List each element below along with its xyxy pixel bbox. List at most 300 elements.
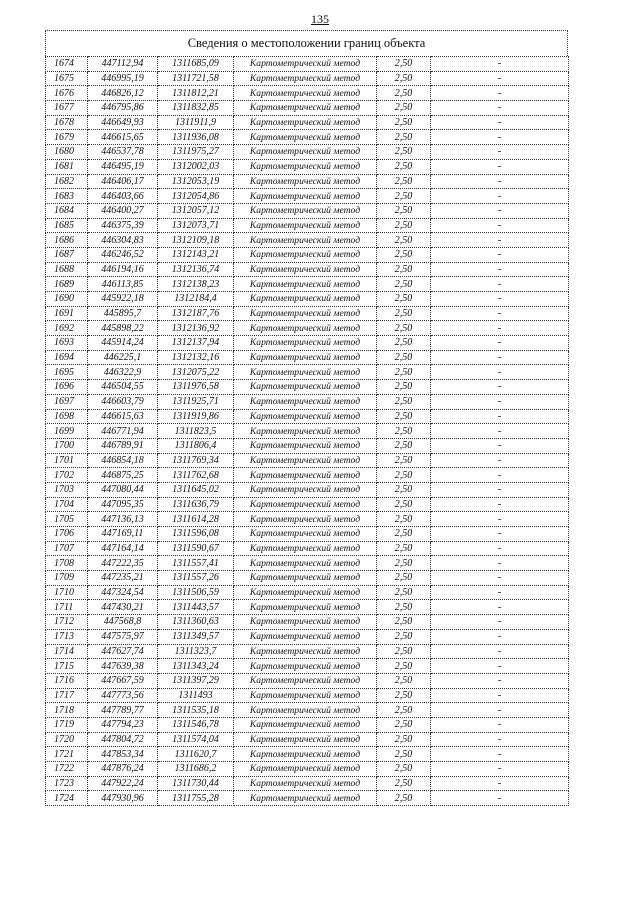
method-cell: Картометрический метод	[234, 350, 377, 365]
point-number-cell: 1679	[46, 130, 88, 145]
table-row	[46, 247, 569, 262]
y-coordinate-cell: 1311636,79	[158, 497, 234, 512]
method-cell: Картометрический метод	[234, 262, 377, 277]
description-cell: -	[431, 306, 569, 321]
y-coordinate-cell: 1311755,28	[158, 791, 234, 806]
table-row	[46, 145, 569, 160]
description-cell: -	[431, 791, 569, 806]
precision-cell: 2,50	[377, 791, 431, 806]
precision-cell: 2,50	[377, 571, 431, 586]
y-coordinate-cell: 1311323,7	[158, 644, 234, 659]
y-coordinate-cell: 1311812,21	[158, 86, 234, 101]
method-cell: Картометрический метод	[234, 482, 377, 497]
method-cell: Картометрический метод	[234, 86, 377, 101]
y-coordinate-cell: 1312057,12	[158, 203, 234, 218]
y-coordinate-cell: 1311557,41	[158, 556, 234, 571]
point-number-cell: 1717	[46, 688, 88, 703]
precision-cell: 2,50	[377, 438, 431, 453]
description-cell: -	[431, 57, 569, 72]
description-cell: -	[431, 703, 569, 718]
precision-cell: 2,50	[377, 174, 431, 189]
y-coordinate-cell: 1311596,08	[158, 527, 234, 542]
y-coordinate-cell: 1311506,59	[158, 585, 234, 600]
precision-cell: 2,50	[377, 482, 431, 497]
method-cell: Картометрический метод	[234, 732, 377, 747]
point-number-cell: 1682	[46, 174, 88, 189]
description-cell: -	[431, 468, 569, 483]
method-cell: Картометрический метод	[234, 673, 377, 688]
x-coordinate-cell: 447773,56	[88, 688, 158, 703]
precision-cell: 2,50	[377, 262, 431, 277]
description-cell: -	[431, 71, 569, 86]
point-number-cell: 1722	[46, 762, 88, 777]
point-number-cell: 1704	[46, 497, 88, 512]
x-coordinate-cell: 446375,39	[88, 218, 158, 233]
table-row	[46, 394, 569, 409]
y-coordinate-cell: 1311546,78	[158, 717, 234, 732]
y-coordinate-cell: 1312136,74	[158, 262, 234, 277]
x-coordinate-cell: 447324,54	[88, 585, 158, 600]
point-number-cell: 1713	[46, 629, 88, 644]
y-coordinate-cell: 1311397,29	[158, 673, 234, 688]
point-number-cell: 1724	[46, 791, 88, 806]
description-cell: -	[431, 453, 569, 468]
y-coordinate-cell: 1311557,26	[158, 571, 234, 586]
description-cell: -	[431, 747, 569, 762]
x-coordinate-cell: 446403,66	[88, 189, 158, 204]
point-number-cell: 1702	[46, 468, 88, 483]
point-number-cell: 1688	[46, 262, 88, 277]
table-row	[46, 277, 569, 292]
x-coordinate-cell: 447568,8	[88, 615, 158, 630]
x-coordinate-cell: 447112,94	[88, 57, 158, 72]
description-cell: -	[431, 585, 569, 600]
description-cell: -	[431, 556, 569, 571]
precision-cell: 2,50	[377, 159, 431, 174]
x-coordinate-cell: 447575,97	[88, 629, 158, 644]
y-coordinate-cell: 1311343,24	[158, 659, 234, 674]
precision-cell: 2,50	[377, 600, 431, 615]
method-cell: Картометрический метод	[234, 424, 377, 439]
precision-cell: 2,50	[377, 203, 431, 218]
x-coordinate-cell: 447667,59	[88, 673, 158, 688]
y-coordinate-cell: 1311925,71	[158, 394, 234, 409]
point-number-cell: 1676	[46, 86, 88, 101]
point-number-cell: 1677	[46, 101, 88, 116]
precision-cell: 2,50	[377, 527, 431, 542]
description-cell: -	[431, 321, 569, 336]
method-cell: Картометрический метод	[234, 233, 377, 248]
method-cell: Картометрический метод	[234, 571, 377, 586]
method-cell: Картометрический метод	[234, 218, 377, 233]
x-coordinate-cell: 447853,34	[88, 747, 158, 762]
y-coordinate-cell: 1311975,27	[158, 145, 234, 160]
method-cell: Картометрический метод	[234, 556, 377, 571]
description-cell: -	[431, 717, 569, 732]
table-row	[46, 615, 569, 630]
table-row	[46, 380, 569, 395]
table-row	[46, 438, 569, 453]
table-row	[46, 233, 569, 248]
point-number-cell: 1681	[46, 159, 88, 174]
x-coordinate-cell: 446225,1	[88, 350, 158, 365]
description-cell: -	[431, 541, 569, 556]
method-cell: Картометрический метод	[234, 336, 377, 351]
description-cell: -	[431, 659, 569, 674]
y-coordinate-cell: 1312137,94	[158, 336, 234, 351]
table-row	[46, 732, 569, 747]
description-cell: -	[431, 409, 569, 424]
x-coordinate-cell: 446113,85	[88, 277, 158, 292]
method-cell: Картометрический метод	[234, 512, 377, 527]
x-coordinate-cell: 446400,27	[88, 203, 158, 218]
description-cell: -	[431, 365, 569, 380]
y-coordinate-cell: 1311806,4	[158, 438, 234, 453]
point-number-cell: 1718	[46, 703, 88, 718]
table-row	[46, 629, 569, 644]
precision-cell: 2,50	[377, 233, 431, 248]
method-cell: Картометрический метод	[234, 747, 377, 762]
precision-cell: 2,50	[377, 673, 431, 688]
description-cell: -	[431, 424, 569, 439]
x-coordinate-cell: 446537,78	[88, 145, 158, 160]
point-number-cell: 1698	[46, 409, 88, 424]
x-coordinate-cell: 446771,94	[88, 424, 158, 439]
method-cell: Картометрический метод	[234, 71, 377, 86]
x-coordinate-cell: 445922,18	[88, 292, 158, 307]
table-row	[46, 791, 569, 806]
description-cell: -	[431, 380, 569, 395]
x-coordinate-cell: 447169,11	[88, 527, 158, 542]
precision-cell: 2,50	[377, 776, 431, 791]
method-cell: Картометрический метод	[234, 468, 377, 483]
point-number-cell: 1696	[46, 380, 88, 395]
method-cell: Картометрический метод	[234, 203, 377, 218]
x-coordinate-cell: 447922,24	[88, 776, 158, 791]
point-number-cell: 1697	[46, 394, 88, 409]
method-cell: Картометрический метод	[234, 159, 377, 174]
precision-cell: 2,50	[377, 394, 431, 409]
description-cell: -	[431, 189, 569, 204]
description-cell: -	[431, 438, 569, 453]
description-cell: -	[431, 732, 569, 747]
table-row	[46, 321, 569, 336]
point-number-cell: 1706	[46, 527, 88, 542]
point-number-cell: 1690	[46, 292, 88, 307]
method-cell: Картометрический метод	[234, 292, 377, 307]
method-cell: Картометрический метод	[234, 365, 377, 380]
precision-cell: 2,50	[377, 556, 431, 571]
table-row	[46, 292, 569, 307]
method-cell: Картометрический метод	[234, 453, 377, 468]
table-row	[46, 659, 569, 674]
method-cell: Картометрический метод	[234, 762, 377, 777]
table-row	[46, 482, 569, 497]
table-row	[46, 262, 569, 277]
table-row	[46, 453, 569, 468]
y-coordinate-cell: 1312138,23	[158, 277, 234, 292]
table-row	[46, 673, 569, 688]
x-coordinate-cell: 447430,21	[88, 600, 158, 615]
precision-cell: 2,50	[377, 115, 431, 130]
y-coordinate-cell: 1312143,21	[158, 247, 234, 262]
table-row	[46, 717, 569, 732]
method-cell: Картометрический метод	[234, 321, 377, 336]
description-cell: -	[431, 629, 569, 644]
point-number-cell: 1707	[46, 541, 88, 556]
y-coordinate-cell: 1311590,67	[158, 541, 234, 556]
y-coordinate-cell: 1312187,76	[158, 306, 234, 321]
table-row	[46, 585, 569, 600]
point-number-cell: 1685	[46, 218, 88, 233]
x-coordinate-cell: 447627,74	[88, 644, 158, 659]
table-row	[46, 115, 569, 130]
x-coordinate-cell: 447222,35	[88, 556, 158, 571]
y-coordinate-cell: 1311349,57	[158, 629, 234, 644]
precision-cell: 2,50	[377, 365, 431, 380]
precision-cell: 2,50	[377, 380, 431, 395]
precision-cell: 2,50	[377, 145, 431, 160]
y-coordinate-cell: 1311645,02	[158, 482, 234, 497]
description-cell: -	[431, 673, 569, 688]
precision-cell: 2,50	[377, 629, 431, 644]
description-cell: -	[431, 527, 569, 542]
description-cell: -	[431, 233, 569, 248]
precision-cell: 2,50	[377, 512, 431, 527]
table-row	[46, 101, 569, 116]
table-title: Сведения о местоположении границ объекта	[45, 30, 568, 56]
x-coordinate-cell: 447794,23	[88, 717, 158, 732]
description-cell: -	[431, 292, 569, 307]
method-cell: Картометрический метод	[234, 659, 377, 674]
x-coordinate-cell: 445895,7	[88, 306, 158, 321]
point-number-cell: 1691	[46, 306, 88, 321]
y-coordinate-cell: 1312109,18	[158, 233, 234, 248]
method-cell: Картометрический метод	[234, 277, 377, 292]
y-coordinate-cell: 1312136,92	[158, 321, 234, 336]
x-coordinate-cell: 447235,21	[88, 571, 158, 586]
table-row	[46, 409, 569, 424]
table-row	[46, 688, 569, 703]
precision-cell: 2,50	[377, 292, 431, 307]
precision-cell: 2,50	[377, 497, 431, 512]
point-number-cell: 1716	[46, 673, 88, 688]
description-cell: -	[431, 262, 569, 277]
description-cell: -	[431, 762, 569, 777]
method-cell: Картометрический метод	[234, 189, 377, 204]
description-cell: -	[431, 394, 569, 409]
description-cell: -	[431, 159, 569, 174]
x-coordinate-cell: 447080,44	[88, 482, 158, 497]
x-coordinate-cell: 446875,25	[88, 468, 158, 483]
boundary-table-container	[45, 30, 568, 806]
y-coordinate-cell: 1311976,58	[158, 380, 234, 395]
x-coordinate-cell: 446406,17	[88, 174, 158, 189]
table-row	[46, 600, 569, 615]
y-coordinate-cell: 1311685,09	[158, 57, 234, 72]
precision-cell: 2,50	[377, 350, 431, 365]
point-number-cell: 1689	[46, 277, 88, 292]
precision-cell: 2,50	[377, 732, 431, 747]
x-coordinate-cell: 446495,19	[88, 159, 158, 174]
method-cell: Картометрический метод	[234, 57, 377, 72]
x-coordinate-cell: 446304,83	[88, 233, 158, 248]
description-cell: -	[431, 600, 569, 615]
method-cell: Картометрический метод	[234, 600, 377, 615]
y-coordinate-cell: 1311832,85	[158, 101, 234, 116]
x-coordinate-cell: 446995,19	[88, 71, 158, 86]
precision-cell: 2,50	[377, 541, 431, 556]
point-number-cell: 1710	[46, 585, 88, 600]
point-number-cell: 1674	[46, 57, 88, 72]
description-cell: -	[431, 482, 569, 497]
description-cell: -	[431, 218, 569, 233]
point-number-cell: 1699	[46, 424, 88, 439]
precision-cell: 2,50	[377, 644, 431, 659]
precision-cell: 2,50	[377, 453, 431, 468]
y-coordinate-cell: 1311493	[158, 688, 234, 703]
method-cell: Картометрический метод	[234, 247, 377, 262]
description-cell: -	[431, 571, 569, 586]
y-coordinate-cell: 1311535,18	[158, 703, 234, 718]
point-number-cell: 1684	[46, 203, 88, 218]
method-cell: Картометрический метод	[234, 174, 377, 189]
x-coordinate-cell: 447095,35	[88, 497, 158, 512]
x-coordinate-cell: 446795,86	[88, 101, 158, 116]
y-coordinate-cell: 1311911,9	[158, 115, 234, 130]
method-cell: Картометрический метод	[234, 101, 377, 116]
method-cell: Картометрический метод	[234, 438, 377, 453]
y-coordinate-cell: 1311936,08	[158, 130, 234, 145]
x-coordinate-cell: 446854,18	[88, 453, 158, 468]
x-coordinate-cell: 447136,13	[88, 512, 158, 527]
table-row	[46, 130, 569, 145]
description-cell: -	[431, 277, 569, 292]
point-number-cell: 1721	[46, 747, 88, 762]
table-row	[46, 350, 569, 365]
x-coordinate-cell: 447930,96	[88, 791, 158, 806]
y-coordinate-cell: 1311686,2	[158, 762, 234, 777]
point-number-cell: 1720	[46, 732, 88, 747]
precision-cell: 2,50	[377, 747, 431, 762]
table-row	[46, 365, 569, 380]
description-cell: -	[431, 776, 569, 791]
point-number-cell: 1695	[46, 365, 88, 380]
table-row	[46, 703, 569, 718]
point-number-cell: 1715	[46, 659, 88, 674]
precision-cell: 2,50	[377, 218, 431, 233]
x-coordinate-cell: 447804,72	[88, 732, 158, 747]
precision-cell: 2,50	[377, 468, 431, 483]
description-cell: -	[431, 86, 569, 101]
table-row	[46, 571, 569, 586]
point-number-cell: 1693	[46, 336, 88, 351]
table-row	[46, 306, 569, 321]
y-coordinate-cell: 1311823,5	[158, 424, 234, 439]
precision-cell: 2,50	[377, 130, 431, 145]
y-coordinate-cell: 1312053,19	[158, 174, 234, 189]
precision-cell: 2,50	[377, 57, 431, 72]
method-cell: Картометрический метод	[234, 541, 377, 556]
x-coordinate-cell: 446789,91	[88, 438, 158, 453]
method-cell: Картометрический метод	[234, 791, 377, 806]
x-coordinate-cell: 446615,63	[88, 409, 158, 424]
precision-cell: 2,50	[377, 189, 431, 204]
point-number-cell: 1714	[46, 644, 88, 659]
point-number-cell: 1694	[46, 350, 88, 365]
method-cell: Картометрический метод	[234, 497, 377, 512]
method-cell: Картометрический метод	[234, 776, 377, 791]
precision-cell: 2,50	[377, 306, 431, 321]
y-coordinate-cell: 1311730,44	[158, 776, 234, 791]
point-number-cell: 1701	[46, 453, 88, 468]
description-cell: -	[431, 145, 569, 160]
boundary-points-table	[45, 56, 569, 806]
method-cell: Картометрический метод	[234, 306, 377, 321]
method-cell: Картометрический метод	[234, 145, 377, 160]
description-cell: -	[431, 688, 569, 703]
table-row	[46, 203, 569, 218]
x-coordinate-cell: 446194,16	[88, 262, 158, 277]
description-cell: -	[431, 512, 569, 527]
description-cell: -	[431, 497, 569, 512]
method-cell: Картометрический метод	[234, 527, 377, 542]
point-number-cell: 1719	[46, 717, 88, 732]
y-coordinate-cell: 1311762,68	[158, 468, 234, 483]
x-coordinate-cell: 445914,24	[88, 336, 158, 351]
table-row	[46, 644, 569, 659]
method-cell: Картометрический метод	[234, 130, 377, 145]
point-number-cell: 1678	[46, 115, 88, 130]
y-coordinate-cell: 1311443,57	[158, 600, 234, 615]
method-cell: Картометрический метод	[234, 717, 377, 732]
method-cell: Картометрический метод	[234, 585, 377, 600]
point-number-cell: 1683	[46, 189, 88, 204]
table-row	[46, 497, 569, 512]
description-cell: -	[431, 115, 569, 130]
precision-cell: 2,50	[377, 615, 431, 630]
table-row	[46, 71, 569, 86]
table-row	[46, 218, 569, 233]
y-coordinate-cell: 1311721,58	[158, 71, 234, 86]
method-cell: Картометрический метод	[234, 115, 377, 130]
x-coordinate-cell: 447876,24	[88, 762, 158, 777]
table-row	[46, 527, 569, 542]
y-coordinate-cell: 1311574,04	[158, 732, 234, 747]
table-row	[46, 556, 569, 571]
precision-cell: 2,50	[377, 717, 431, 732]
point-number-cell: 1723	[46, 776, 88, 791]
description-cell: -	[431, 101, 569, 116]
y-coordinate-cell: 1311360,63	[158, 615, 234, 630]
x-coordinate-cell: 446504,55	[88, 380, 158, 395]
description-cell: -	[431, 615, 569, 630]
table-row	[46, 424, 569, 439]
precision-cell: 2,50	[377, 409, 431, 424]
precision-cell: 2,50	[377, 703, 431, 718]
x-coordinate-cell: 446615,65	[88, 130, 158, 145]
precision-cell: 2,50	[377, 247, 431, 262]
x-coordinate-cell: 446246,52	[88, 247, 158, 262]
precision-cell: 2,50	[377, 688, 431, 703]
point-number-cell: 1708	[46, 556, 88, 571]
y-coordinate-cell: 1312184,4	[158, 292, 234, 307]
point-number-cell: 1680	[46, 145, 88, 160]
table-row	[46, 747, 569, 762]
point-number-cell: 1686	[46, 233, 88, 248]
point-number-cell: 1675	[46, 71, 88, 86]
method-cell: Картометрический метод	[234, 380, 377, 395]
